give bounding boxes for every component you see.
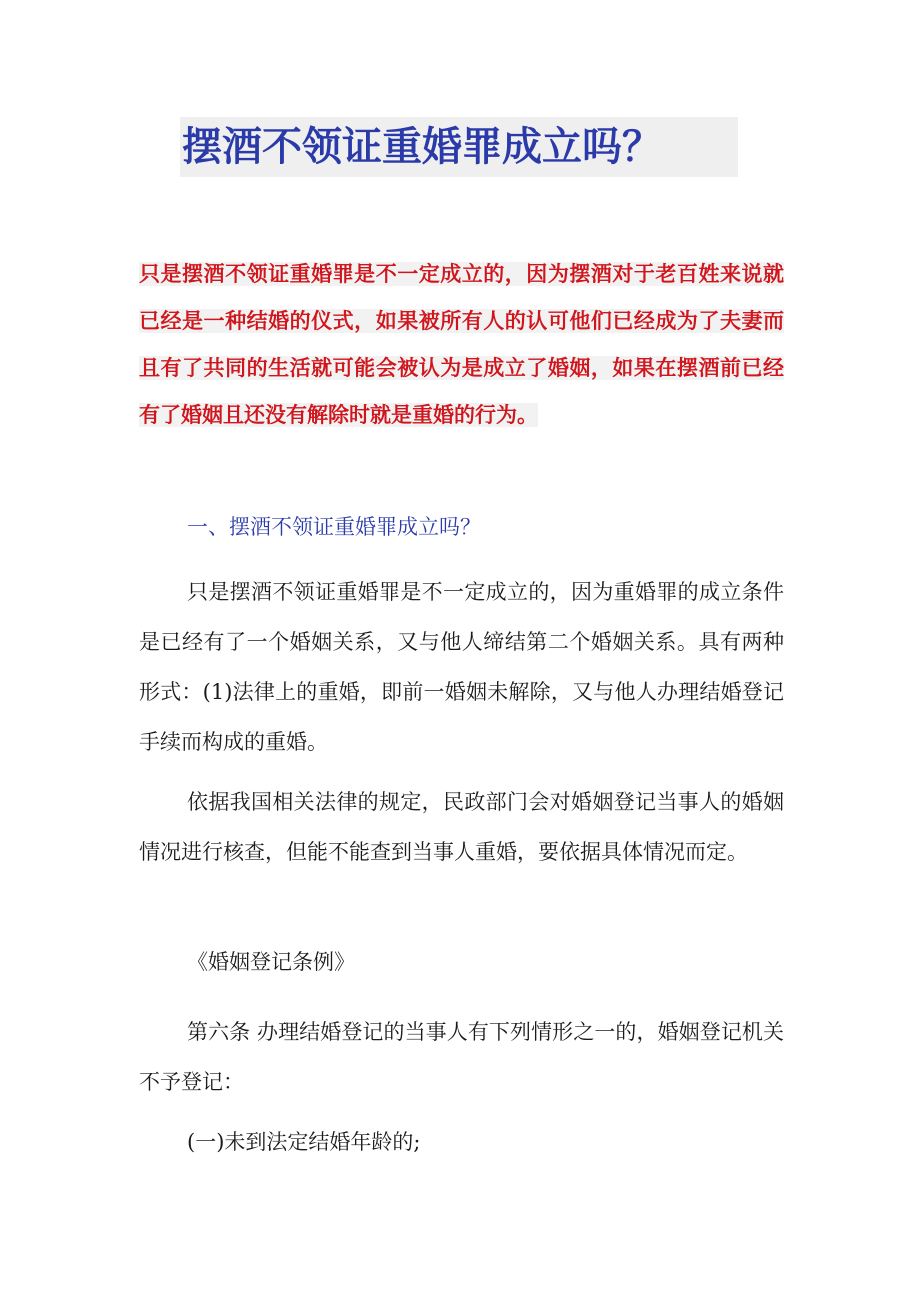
regulation-title: 《婚姻登记条例》 [187, 950, 355, 974]
document-title: 摆酒不领证重婚罪成立吗？ [180, 117, 738, 177]
article-item-1: (一)未到法定结婚年龄的; [187, 1130, 421, 1154]
summary-paragraph [139, 251, 784, 439]
article-six: 第六条 办理结婚登记的当事人有下列情形之一的，婚姻登记机关不予登记： [139, 1020, 784, 1094]
body-paragraph-1: 只是摆酒不领证重婚罪是不一定成立的，因为重婚罪的成立条件是已经有了一个婚姻关系，又与他人缔结第二个婚姻关系。具有两种形式：(1)法律上的重婚，即前一婚姻未解除，又与他人办理结婚登记手续而构成的重婚。 [139, 580, 784, 754]
body-paragraph-2: 依据我国相关法律的规定，民政部门会对婚姻登记当事人的婚姻情况进行核查，但能不能查到当事人重婚，要依据具体情况而定。 [139, 790, 784, 864]
summary-text: 只是摆酒不领证重婚罪是不一定成立的，因为摆酒对于老百姓来说就已经是一种结婚的仪式，如果被所有人的认可他们已经成为了夫妻而且有了共同的生活就可能会被认为是成立了婚姻，如果在摆酒前已经有了婚姻且还没有解除时就是重婚的行为。 [139, 262, 784, 427]
section-heading: 一、摆酒不领证重婚罪成立吗？ [187, 515, 481, 539]
